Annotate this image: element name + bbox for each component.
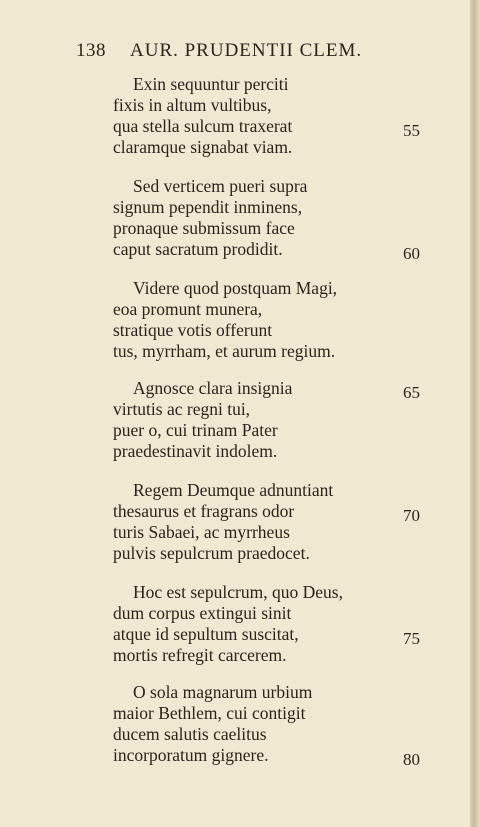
verse-line: Exin sequuntur perciti: [133, 74, 289, 94]
page-header: [76, 40, 376, 64]
line-number: 60: [403, 244, 420, 263]
verse-line: puer o, cui trinam Pater: [113, 420, 278, 440]
page-number: 138: [76, 40, 106, 61]
verse-line: dum corpus extingui sinit: [113, 603, 292, 623]
verse-line: qua stella sulcum traxerat 55: [113, 116, 420, 140]
verse-line: Hoc est sepulcrum, quo Deus,: [133, 582, 343, 602]
line-number: 70: [403, 506, 420, 525]
stanza-4: [113, 378, 433, 462]
line-number: 80: [403, 750, 420, 769]
verse-line: eoa promunt munera,: [113, 299, 263, 319]
verse-line: mortis refregit carcerem.: [113, 645, 287, 665]
verse-line: incorporatum gignere. 80: [113, 745, 420, 769]
verse-line: thesaurus et fragrans odor 70: [113, 501, 420, 525]
stanza-6: [113, 582, 433, 666]
line-number: 75: [403, 629, 420, 648]
verse-line: tus, myrrham, et aurum regium.: [113, 341, 336, 361]
verse-line: ducem salutis caelitus: [113, 724, 267, 744]
stanza-1: [113, 74, 433, 158]
verse-line: fixis in altum vultibus,: [113, 95, 272, 115]
verse-line: signum pependit inminens,: [113, 197, 303, 217]
verse-line: claramque signabat viam.: [113, 137, 293, 157]
stanza-3: [113, 278, 433, 362]
verse-line: caput sacratum prodidit. 60: [113, 239, 420, 263]
verse-line: turis Sabaei, ac myrrheus: [113, 522, 290, 542]
verse-line: Agnosce clara insignia 65: [133, 378, 420, 402]
stanza-2: [113, 176, 433, 263]
verse-line: Videre quod postquam Magi,: [133, 278, 338, 298]
verse-line: stratique votis offerunt: [113, 320, 273, 340]
book-gutter: [470, 0, 480, 827]
verse-line: praedestinavit indolem.: [113, 441, 278, 461]
verse-line: atque id sepultum suscitat, 75: [113, 624, 420, 648]
verse-line: Sed verticem pueri supra: [133, 176, 308, 196]
verse-line: O sola magnarum urbium: [133, 682, 313, 702]
stanza-7: [113, 682, 433, 769]
stanza-5: [113, 480, 433, 564]
verse-line: pulvis sepulcrum praedocet.: [113, 543, 310, 563]
verse-line: pronaque submissum face: [113, 218, 295, 238]
line-number: 55: [403, 121, 420, 140]
verse-line: virtutis ac regni tui,: [113, 399, 251, 419]
verse-line: maior Bethlem, cui contigit: [113, 703, 306, 723]
line-number: 65: [403, 383, 420, 402]
running-title: AUR. PRUDENTII CLEM.: [130, 40, 363, 61]
verse-line: Regem Deumque adnuntiant: [133, 480, 334, 500]
